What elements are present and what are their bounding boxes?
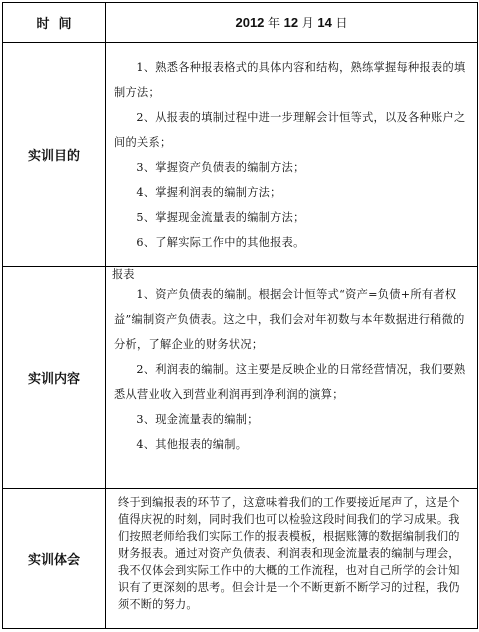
content-item: 4、其他报表的编制。 [136, 438, 248, 451]
goal-item: 4、掌握利润表的编制方法； [136, 186, 282, 199]
date-label: 时 间 [36, 17, 72, 32]
experience-row [3, 489, 478, 629]
content-item: 2、利润表的编制。这主要是反映企业的日常经营情况，我们要熟悉从营业收入到营业利润再到净利润的演算； [114, 363, 466, 401]
date-row [3, 3, 478, 43]
goals-label-cell [3, 43, 106, 267]
date-day-unit: 日 [335, 16, 348, 30]
goals-row [3, 43, 478, 267]
content-item: 1、资产负债表的编制。根据会计恒等式“资产=负债+所有者权益”编制资产负债表。这之中，我们会对年初数与本年数据进行稍微的分析，了解企业的财务状况； [114, 288, 465, 351]
content-heading: 报表 [112, 268, 135, 281]
goal-item: 3、掌握资产负债表的编制方法； [136, 161, 305, 174]
training-record-table [2, 2, 478, 629]
goals-label: 实训目的 [27, 149, 80, 164]
date-label-cell [3, 3, 106, 43]
date-day: 14 [317, 15, 332, 30]
date-month: 12 [283, 15, 299, 30]
content-content-cell [106, 267, 478, 489]
content-item: 3、现金流量表的编制； [136, 413, 259, 426]
goal-item: 2、从报表的填制过程中进一步理解会计恒等式，以及各种账户之间的关系； [114, 111, 466, 149]
date-month-unit: 月 [301, 16, 314, 30]
date-year-unit: 年 [268, 16, 281, 30]
date-value-cell [106, 3, 478, 43]
experience-label: 实训体会 [27, 553, 80, 568]
content-label: 实训内容 [27, 372, 80, 387]
goal-item: 1、熟悉各种报表格式的具体内容和结构，熟练掌握每种报表的填制方法； [114, 61, 466, 99]
experience-text: 终于到编报表的环节了，这意味着我们的工作要接近尾声了，这是个值得庆祝的时刻，同时我们也可以检验这段时间我们的学习成果。我们按照老师给我们实际工作的报表模板，根据账簿的数据编制我们的财务报表。通过对资产负债表、利润表和现金流量表的编制与理会，我不仅体会到实际工作中的大概的工作流程，也对自己所学的会计知识有了更深刻的思考。但会计是一个不断更新不断学习的过程，我仍须不断的努力。 [118, 496, 460, 611]
content-row [3, 267, 478, 489]
goal-item: 6、了解实际工作中的其他报表。 [136, 236, 305, 249]
goals-list [106, 43, 477, 255]
date-year: 2012 [235, 15, 265, 30]
goals-content-cell [106, 43, 478, 267]
experience-content-cell [106, 489, 478, 629]
content-list [106, 267, 477, 457]
experience-label-cell [3, 489, 106, 629]
goal-item: 5、掌握现金流量表的编制方法； [136, 211, 305, 224]
content-label-cell [3, 267, 106, 489]
experience-block [106, 489, 477, 613]
